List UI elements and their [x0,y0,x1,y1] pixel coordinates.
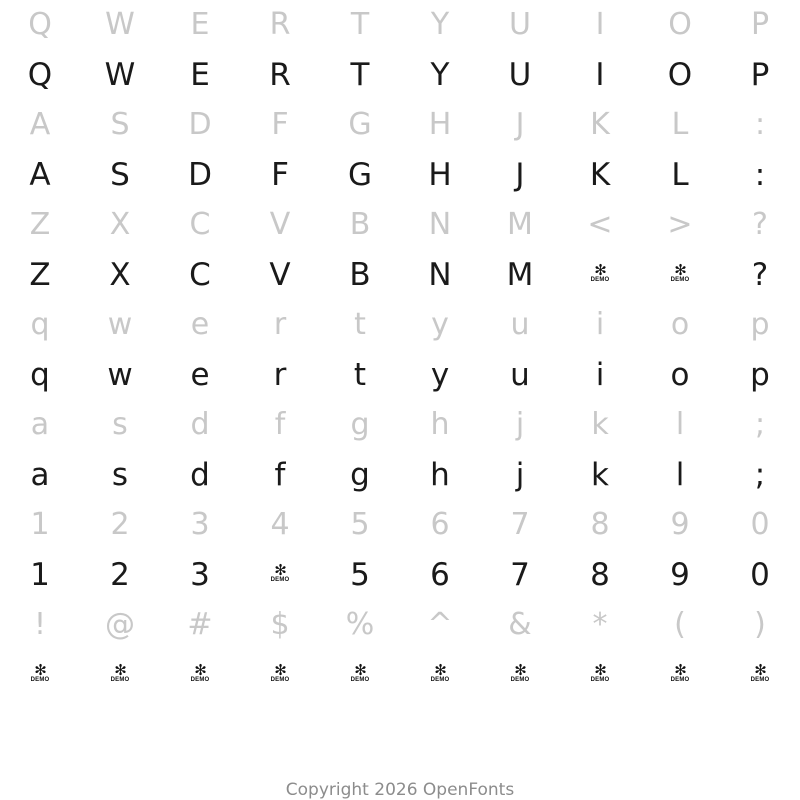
glyph-cell: I [595,7,605,42]
glyph-cell: U [508,56,532,93]
glyph-cell: d [190,407,210,442]
glyph-cell: 0 [750,556,770,593]
glyph-cell: X [109,207,131,242]
demo-stamp-icon [560,260,640,291]
demo-stamp-icon [160,660,240,691]
glyph-cell: l [675,407,685,442]
glyph-cell: H [428,156,452,193]
glyph-cell: o [670,307,690,342]
glyph-cell: Q [27,56,53,93]
glyph-cell: 9 [670,507,690,542]
glyph-cell: d [190,456,210,493]
glyph-cell: * [592,607,608,642]
glyph-cell: : [754,156,766,193]
glyph-cell: & [508,607,532,642]
glyph-cell: G [347,156,373,193]
glyph-cell: C [189,256,211,293]
glyph-cell: Y [430,7,450,42]
glyph-cell: 1 [30,556,50,593]
glyph-cell: w [107,307,133,342]
glyph-cell: o [670,356,690,393]
glyph-row [0,600,800,650]
glyph-cell: a [30,407,50,442]
glyph-cell: w [107,356,133,393]
glyph-cell: @ [105,607,135,642]
glyph-cell: D [188,107,212,142]
glyph-cell: : [754,107,766,142]
demo-label: DEMO [350,677,370,683]
glyph-cell: B [349,207,371,242]
glyph-cell: f [274,456,286,493]
glyph-row [0,350,800,400]
glyph-cell: E [190,7,210,42]
glyph-cell: E [190,56,210,93]
demo-stamp-glyph [27,663,53,689]
glyph-cell: A [29,156,51,193]
demo-label: DEMO [670,677,690,683]
glyph-cell: S [110,156,130,193]
glyph-cell: L [671,156,689,193]
glyph-cell: ; [754,407,766,442]
glyph-cell: ! [33,607,47,642]
glyph-cell: y [430,356,450,393]
demo-stamp-icon [640,660,720,691]
demo-stamp-glyph [587,263,613,289]
glyph-cell: 2 [110,507,130,542]
copyright-footer [0,780,800,800]
glyph-cell: a [30,456,50,493]
glyph-cell: M [507,207,533,242]
glyph-cell: y [431,307,449,342]
demo-stamp-icon [720,660,800,691]
glyph-cell: 1 [30,507,50,542]
demo-fan-icon: ✻ [114,661,126,679]
glyph-cell: L [671,107,689,142]
demo-label: DEMO [430,677,450,683]
demo-stamp-icon [240,660,320,691]
demo-fan-icon: ✻ [594,261,606,279]
glyph-cell: 6 [430,556,450,593]
glyph-cell: K [589,156,611,193]
demo-fan-icon: ✻ [354,661,366,679]
glyph-cell: p [750,307,770,342]
glyph-cell: k [591,407,609,442]
glyph-cell: V [269,256,291,293]
glyph-cell: # [187,607,213,642]
demo-fan-icon: ✻ [674,261,686,279]
demo-label: DEMO [590,277,610,283]
glyph-cell: t [354,307,366,342]
glyph-cell: % [345,607,375,642]
glyph-cell: J [515,107,525,142]
glyph-cell: S [110,107,130,142]
glyph-cell: O [667,56,693,93]
glyph-cell: ) [754,607,766,642]
glyph-cell: F [271,156,289,193]
glyph-cell: j [515,407,525,442]
demo-stamp-glyph [187,663,213,689]
glyph-row [0,150,800,200]
demo-stamp-icon [560,660,640,691]
glyph-cell: H [428,107,452,142]
glyph-cell: T [350,7,370,42]
demo-stamp-glyph [587,663,613,689]
glyph-cell: Y [430,56,450,93]
glyph-cell: 3 [190,556,210,593]
demo-stamp-glyph [107,663,133,689]
demo-stamp-icon [480,660,560,691]
glyph-cell: P [750,56,770,93]
demo-label: DEMO [590,677,610,683]
glyph-cell: ? [752,207,768,242]
demo-label: DEMO [30,677,50,683]
glyph-cell: R [269,7,291,42]
glyph-cell: > [667,207,693,242]
demo-fan-icon: ✻ [274,561,286,579]
glyph-row [0,0,800,50]
glyph-cell: u [510,307,530,342]
glyph-row [0,500,800,550]
glyph-cell: O [668,7,692,42]
glyph-cell: V [269,207,291,242]
glyph-cell: h [430,407,450,442]
glyph-row [0,450,800,500]
glyph-cell: 5 [350,556,370,593]
glyph-row [0,250,800,300]
glyph-row [0,300,800,350]
glyph-cell: K [590,107,610,142]
glyph-cell: T [350,56,370,93]
glyph-cell: B [349,256,371,293]
glyph-cell: $ [270,607,290,642]
glyph-cell: G [348,107,372,142]
glyph-cell: J [515,156,525,193]
demo-label: DEMO [190,677,210,683]
glyph-cell: i [595,307,605,342]
demo-fan-icon: ✻ [274,661,286,679]
glyph-cell: N [428,207,452,242]
glyph-cell: s [111,456,129,493]
glyph-cell: Q [28,7,52,42]
glyph-cell: X [109,256,131,293]
demo-fan-icon: ✻ [434,661,446,679]
glyph-cell: F [271,107,289,142]
glyph-row [0,650,800,700]
demo-label: DEMO [510,677,530,683]
glyph-cell: 3 [190,507,210,542]
demo-label: DEMO [270,677,290,683]
glyph-cell: Z [29,207,51,242]
glyph-row [0,400,800,450]
glyph-cell: q [30,307,50,342]
demo-stamp-glyph [267,663,293,689]
demo-stamp-glyph [427,663,453,689]
glyph-cell: j [515,456,525,493]
demo-fan-icon: ✻ [674,661,686,679]
glyph-cell: P [750,7,770,42]
glyph-cell: 0 [750,507,770,542]
glyph-cell: 4 [270,507,290,542]
demo-stamp-glyph [667,663,693,689]
glyph-cell: h [430,456,450,493]
glyph-cell: 8 [590,507,610,542]
glyph-cell: ? [751,256,769,293]
demo-stamp-glyph [267,563,293,589]
glyph-cell: A [29,107,51,142]
glyph-cell: 6 [430,507,450,542]
demo-label: DEMO [110,677,130,683]
glyph-cell: ( [674,607,686,642]
glyph-cell: M [506,256,534,293]
glyph-cell: p [750,356,770,393]
demo-fan-icon: ✻ [34,661,46,679]
glyph-cell: < [587,207,613,242]
demo-stamp-icon [320,660,400,691]
glyph-cell: e [190,356,210,393]
glyph-cell: e [190,307,210,342]
glyph-cell: Z [29,256,51,293]
glyph-cell: r [273,307,287,342]
glyph-cell: g [350,456,370,493]
glyph-row [0,550,800,600]
glyph-cell: W [105,7,135,42]
demo-label: DEMO [750,677,770,683]
glyph-cell: 5 [350,507,370,542]
glyph-cell: N [428,256,452,293]
glyph-row [0,200,800,250]
glyph-cell: k [591,456,609,493]
demo-stamp-icon [0,660,80,691]
glyph-cell: D [188,156,212,193]
glyph-row [0,50,800,100]
glyph-cell: ^ [427,607,453,642]
glyph-row [0,100,800,150]
glyph-cell: g [350,407,370,442]
demo-fan-icon: ✻ [514,661,526,679]
demo-fan-icon: ✻ [754,661,766,679]
demo-stamp-glyph [347,663,373,689]
demo-fan-icon: ✻ [194,661,206,679]
demo-stamp-icon [400,660,480,691]
glyph-cell: t [353,356,367,393]
glyph-cell: f [274,407,286,442]
demo-stamp-icon [640,260,720,291]
demo-label: DEMO [670,277,690,283]
demo-stamp-glyph [747,663,773,689]
glyph-cell: I [595,56,605,93]
glyph-cell: R [269,56,291,93]
glyph-cell: U [509,7,531,42]
glyph-cell: u [510,356,530,393]
glyph-cell: l [675,456,685,493]
glyph-cell: W [104,56,136,93]
demo-stamp-icon [80,660,160,691]
demo-label: DEMO [270,577,290,583]
glyph-cell: i [595,356,605,393]
glyph-cell: 7 [510,556,530,593]
demo-fan-icon: ✻ [594,661,606,679]
demo-stamp-glyph [507,663,533,689]
copyright-text: Copyright 2026 OpenFonts [285,780,515,800]
glyph-cell: 7 [510,507,530,542]
glyph-cell: C [189,207,211,242]
glyph-cell: 9 [670,556,690,593]
glyph-cell: 8 [590,556,610,593]
demo-stamp-glyph [667,263,693,289]
glyph-cell: s [112,407,128,442]
glyph-cell: q [30,356,50,393]
glyph-cell: r [273,356,287,393]
demo-stamp-icon [240,560,320,591]
glyph-cell: ; [754,456,766,493]
glyph-cell: 2 [110,556,130,593]
